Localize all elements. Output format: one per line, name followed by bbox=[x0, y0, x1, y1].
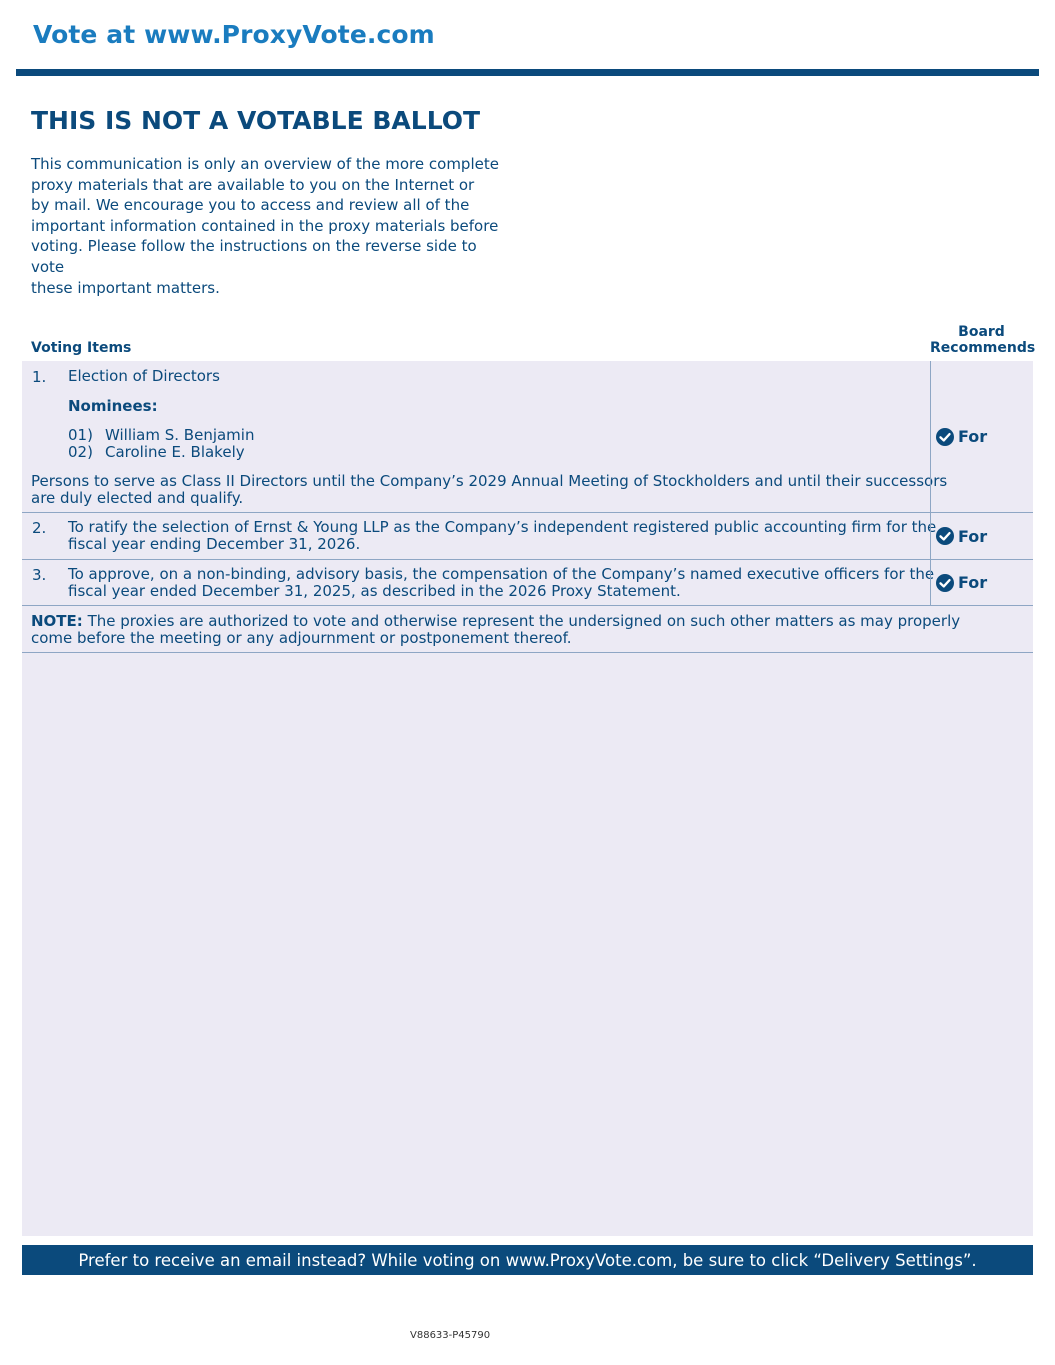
check-circle-icon bbox=[936, 428, 954, 446]
item-text-line: fiscal year ended December 31, 2025, as described in the 2026 Proxy Statement. bbox=[68, 582, 681, 600]
note-line bbox=[31, 613, 960, 630]
site-title: Vote at www.ProxyVote.com bbox=[33, 20, 435, 49]
board-header-line2: Recommends bbox=[930, 340, 1036, 356]
item-number: 3. bbox=[32, 566, 47, 584]
recommendation-label: For bbox=[958, 427, 988, 446]
item-note-line: Persons to serve as Class II Directors until the Company’s 2029 Annual Meeting of Stockholders and until their successors bbox=[31, 472, 948, 490]
intro-line: proxy materials that are available to you on the Internet or bbox=[31, 175, 475, 194]
email-delivery-banner bbox=[22, 1245, 1033, 1275]
item-number: 1. bbox=[32, 368, 47, 386]
note-text: The proxies are authorized to vote and otherwise represent the undersigned on such other matters as may properly bbox=[82, 612, 961, 630]
header-rule bbox=[16, 69, 1039, 76]
check-circle-icon bbox=[936, 574, 954, 592]
note-label: NOTE: bbox=[31, 612, 83, 630]
intro-line: This communication is only an overview of the more complete bbox=[31, 155, 499, 173]
intro-line: voting. Please follow the instructions on the reverse side to vote bbox=[31, 237, 477, 276]
item-number: 2. bbox=[32, 519, 47, 537]
board-header-line1: Board bbox=[958, 324, 1005, 340]
intro-line: by mail. We encourage you to access and review all of the bbox=[31, 196, 470, 215]
item-text-line: To approve, on a non-binding, advisory basis, the compensation of the Company’s named executive officers for the bbox=[68, 565, 935, 583]
board-recommendation bbox=[930, 513, 1033, 559]
nominees-label: Nominees: bbox=[68, 397, 158, 415]
item-title: Election of Directors bbox=[68, 367, 220, 385]
voting-item-1 bbox=[22, 361, 1033, 513]
nominee-name: Caroline E. Blakely bbox=[105, 443, 245, 461]
voting-item-2 bbox=[22, 513, 1033, 560]
check-circle-icon bbox=[936, 527, 954, 545]
board-recommendation bbox=[930, 361, 1033, 512]
notice-intro bbox=[31, 154, 511, 298]
nominee-number: 02) bbox=[68, 443, 93, 461]
note-line: come before the meeting or any adjournment or postponement thereof. bbox=[31, 629, 572, 647]
board-recommendation bbox=[930, 560, 1033, 605]
document-code: V88633-P45790 bbox=[410, 1330, 491, 1341]
banner-text: Prefer to receive an email instead? While voting on www.ProxyVote.com, be sure to click “Delivery Settings”. bbox=[78, 1250, 977, 1270]
item-text-line: To ratify the selection of Ernst & Young LLP as the Company’s independent registered public accounting firm for the bbox=[68, 518, 937, 536]
item-text-line: fiscal year ending December 31, 2026. bbox=[68, 535, 361, 553]
note-row bbox=[22, 606, 1033, 653]
nominee-number: 01) bbox=[68, 426, 93, 444]
nominee-name: William S. Benjamin bbox=[105, 426, 255, 444]
item-note-line: are duly elected and qualify. bbox=[31, 489, 244, 507]
recommendation-label: For bbox=[958, 573, 988, 592]
notice-heading: THIS IS NOT A VOTABLE BALLOT bbox=[31, 106, 481, 135]
recommendation-label: For bbox=[958, 526, 988, 546]
intro-line: important information contained in the proxy materials before bbox=[31, 216, 499, 235]
board-recommends-header bbox=[930, 324, 1036, 356]
voting-items-header: Voting Items bbox=[31, 340, 132, 356]
voting-item-3 bbox=[22, 560, 1033, 606]
intro-line: these important matters. bbox=[31, 278, 220, 297]
